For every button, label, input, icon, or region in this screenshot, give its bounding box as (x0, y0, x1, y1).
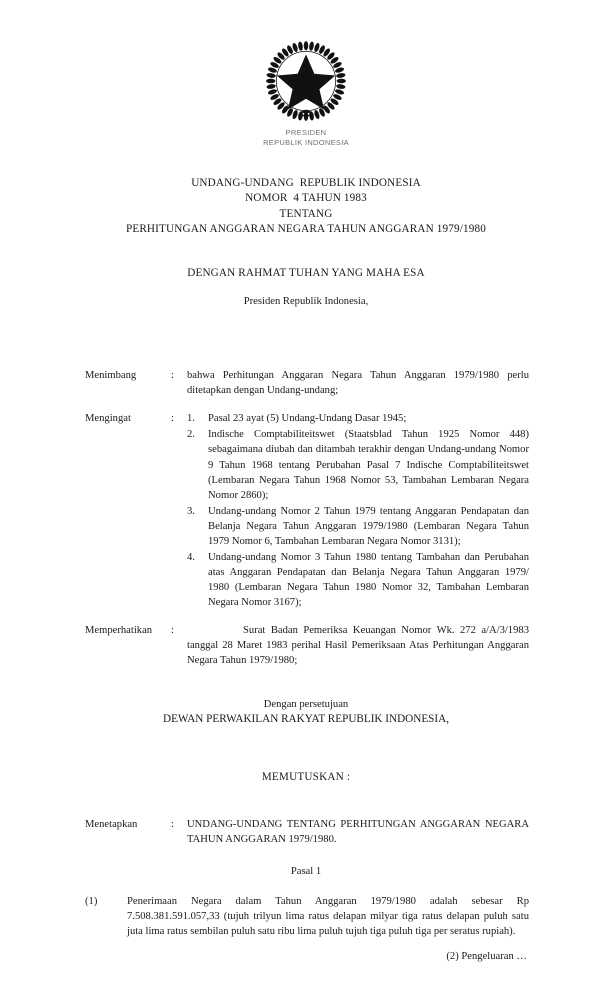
clause-menetapkan (85, 817, 529, 847)
list-item (187, 411, 529, 426)
list-item-text: Pasal 23 ayat (5) Undang-Undang Dasar 1945; (208, 413, 407, 425)
document-title (0, 176, 612, 238)
clause-menetapkan-wrapper (85, 817, 529, 847)
clause-colon-memperhatikan: : (171, 625, 174, 637)
list-item (187, 427, 529, 503)
clause-text-menimbang: bahwa Perhitungan Anggaran Negara Tahun Anggaran 1979/1980 perlu ditetapkan dengan Undang-undang; (187, 370, 529, 397)
clause-menimbang (85, 368, 529, 398)
article-body (85, 894, 529, 962)
list-item-number: 4. (187, 551, 195, 563)
clause-colon-menimbang: : (171, 370, 174, 381)
list-item (187, 550, 529, 611)
clause-mengingat (85, 411, 529, 611)
clause-label-menimbang: Menimbang (85, 370, 137, 381)
page-catchword: (2) Pengeluaran … (446, 950, 527, 962)
clause-body-mengingat (187, 411, 529, 611)
clause-text-memperhatikan: Surat Badan Pemeriksa Keuangan Nomor Wk. 272 a/A/3/1983 tanggal 28 Maret 1983 perihal Hasil Pemeriksaan Atas Perhitungan Anggaran Negara Tahun 1979/1980; (187, 625, 529, 667)
article-paragraph (85, 894, 529, 940)
mengingat-item-list (187, 411, 529, 610)
list-item-text: Undang-undang Nomor 3 Tahun 1980 tentang Tambahan dan Perubahan atas Anggaran Pendapatan dan Belanja Negara Tahun Anggaran 1979/ 1980 (Lembaran Negara Tahun 1980 Nomor 32, Tambahan Lembaran Negara Nomor 3167); (208, 551, 529, 609)
list-item (187, 504, 529, 550)
consent-line-1: Dengan persetujuan (263, 699, 349, 710)
emblem-caption-line2: REPUBLIK INDONESIA (263, 138, 349, 147)
clause-body-menimbang (187, 368, 529, 398)
list-item-number: 1. (187, 413, 195, 425)
clause-memperhatikan (85, 623, 529, 669)
clause-list (85, 368, 529, 682)
clause-body-memperhatikan (187, 623, 529, 669)
article-paragraph-text: Penerimaan Negara dalam Tahun Anggaran 1979/1980 adalah sebesar Rp 7.508.381.591.057,33 (tujuh trilyun lima ratus delapan milyar tiga ratus delapan puluh satu juta lima ratus sembilan puluh satu ribu lima puluh tujuh tiga puluh tiga per seratus rupiah). (127, 896, 529, 938)
clause-label-memperhatikan: Memperhatikan (85, 625, 153, 637)
list-item-text: Indische Comptabiliteitswet (Staatsblad Tahun 1925 Nomor 448) sebagaimana diubah dan ditambah terakhir dengan Undang-undang Nomor 9 Tahun 1968 tentang Perubahan Pasal 7 Indische Comptabiliteitswet (Lembaran Negara Tahun 1968 Nomor 53, Tambahan Lembaran Negara Nomor 2860); (208, 429, 529, 501)
title-line-4: PERHITUNGAN ANGGARAN NEGARA TAHUN ANGGARAN 1979/1980 (125, 223, 487, 236)
clause-colon-menetapkan: : (171, 819, 174, 830)
title-line-2: NOMOR 4 TAHUN 1983 (245, 192, 367, 205)
clause-text-menetapkan: UNDANG-UNDANG TENTANG PERHITUNGAN ANGGARAN NEGARA TAHUN ANGGARAN 1979/1980. (187, 819, 529, 846)
memutuskan-heading: MEMUTUSKAN : (261, 771, 351, 783)
list-item-number: 2. (187, 429, 195, 441)
list-item-number: 3. (187, 505, 195, 517)
consent-line-2: DEWAN PERWAKILAN RAKYAT REPUBLIK INDONESIA, (163, 713, 449, 726)
national-emblem-block (0, 38, 612, 148)
star-in-laurel-wreath-icon (263, 38, 349, 124)
list-item-text: Undang-undang Nomor 2 Tahun 1979 tentang Anggaran Pendapatan dan Belanja Negara Tahun Anggaran 1979/1980 (Lembaran Negara Tahun 1979 Nomor 6, Tambahan Lembaran Negara Nomor 3131); (208, 505, 529, 548)
consent-block (0, 697, 612, 728)
clause-body-menetapkan (187, 817, 529, 847)
article-heading: Pasal 1 (290, 866, 322, 877)
emblem-caption (0, 128, 612, 148)
clause-colon-mengingat: : (171, 413, 174, 425)
president-line: Presiden Republik Indonesia, (243, 296, 369, 307)
emblem-caption-line1: PRESIDEN (285, 128, 327, 137)
clause-label-mengingat: Mengingat (85, 413, 131, 425)
invocation-line: DENGAN RAHMAT TUHAN YANG MAHA ESA (187, 267, 425, 279)
title-line-1: UNDANG-UNDANG REPUBLIK INDONESIA (191, 177, 421, 189)
article-paragraph-number: (1) (85, 896, 98, 907)
clause-label-menetapkan: Menetapkan (85, 819, 138, 830)
title-line-3: TENTANG (279, 207, 333, 220)
